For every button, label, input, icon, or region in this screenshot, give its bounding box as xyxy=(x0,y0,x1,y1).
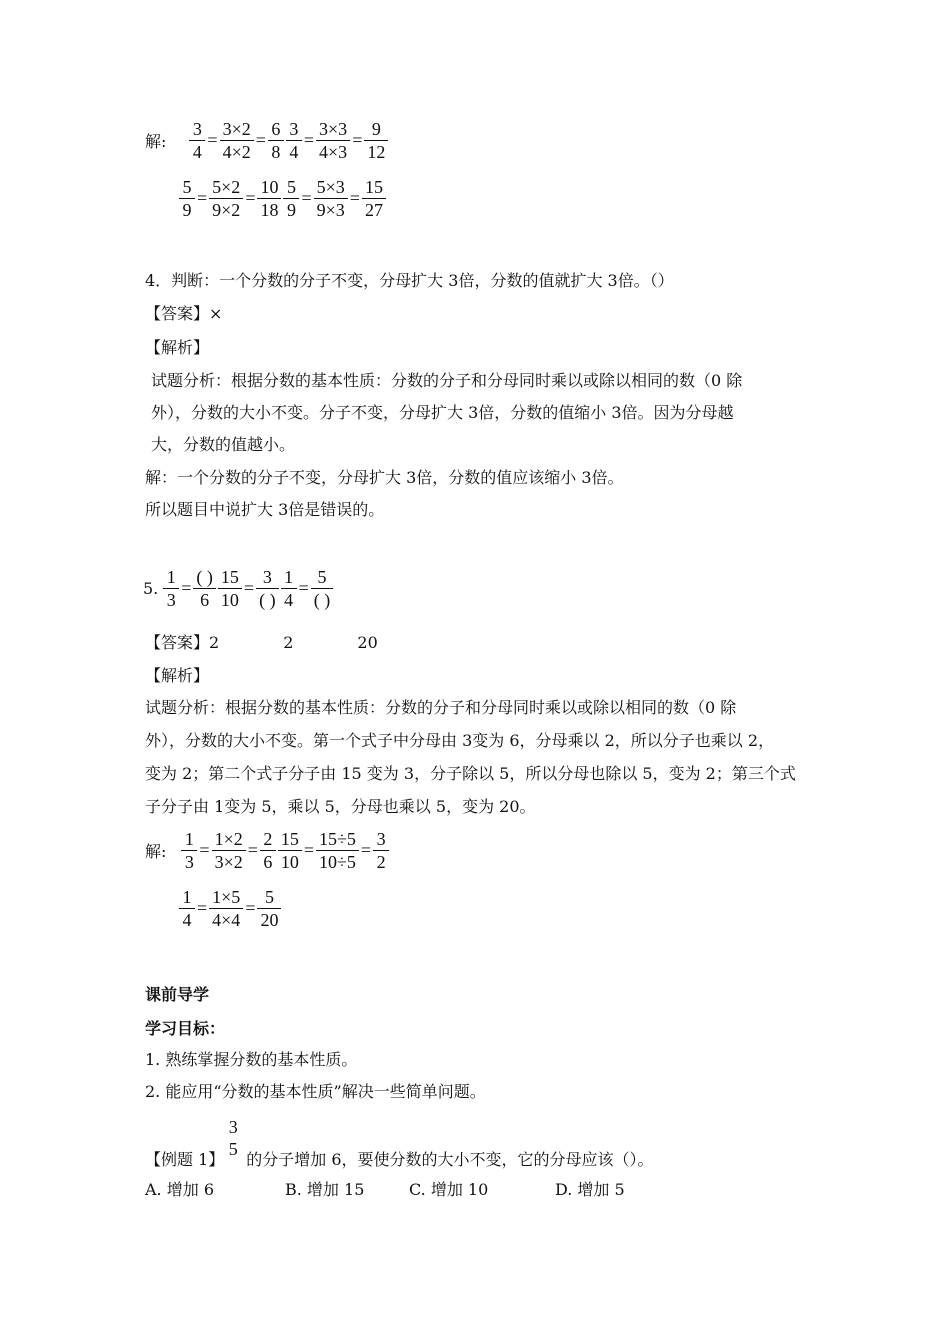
fraction xyxy=(189,118,205,163)
fraction xyxy=(278,828,302,873)
q5-solution-row-2 xyxy=(178,886,282,931)
fraction-numerator: 3 xyxy=(262,567,272,587)
equals-sign: = xyxy=(245,898,256,918)
fraction-denominator: 4 xyxy=(192,142,202,162)
fraction-denominator: 10 xyxy=(280,852,299,872)
equals-sign: = xyxy=(207,130,218,150)
fraction-numerator: 15 xyxy=(364,177,383,197)
q5-label: 5. xyxy=(143,579,159,598)
fraction-numerator: 2 xyxy=(263,829,273,849)
answer-label: 【答案】 xyxy=(145,633,210,652)
fraction-numerator: ( ) xyxy=(196,567,213,587)
fraction-denominator: 3 xyxy=(184,852,194,872)
fraction-denominator: 10 xyxy=(220,590,239,610)
goals-title: 学习目标： xyxy=(145,1019,226,1038)
fraction-numerator: 3×2 xyxy=(222,119,251,139)
fraction xyxy=(179,176,195,221)
fraction-denominator: 12 xyxy=(367,142,386,162)
fraction xyxy=(316,118,350,163)
example-fraction xyxy=(225,1116,241,1160)
answer-value-3: 20 xyxy=(357,633,378,652)
option-a: A. 增加 6 xyxy=(145,1180,214,1199)
fraction-denominator: 4 xyxy=(284,590,294,610)
fraction xyxy=(257,176,281,221)
fraction-denominator: 9×3 xyxy=(316,200,345,220)
equals-sign: = xyxy=(245,188,256,208)
fraction-numerator: 1 xyxy=(166,567,176,587)
fraction-numerator: 5×2 xyxy=(212,177,241,197)
fraction-numerator: 9 xyxy=(371,119,381,139)
fraction xyxy=(257,886,281,931)
fraction-denominator: ( ) xyxy=(259,590,276,610)
fraction xyxy=(260,828,276,873)
q5-question-row xyxy=(143,566,334,611)
fraction-denominator: 4×2 xyxy=(222,142,251,162)
option-d: D. 增加 5 xyxy=(555,1180,625,1199)
equation xyxy=(162,566,334,611)
fraction-numerator: 1 xyxy=(182,887,192,907)
fraction xyxy=(311,566,334,611)
fraction-denominator: 4 xyxy=(289,142,299,162)
solution-label: 解: xyxy=(145,132,167,151)
equation xyxy=(180,828,390,873)
q5-analysis-line-2: 外），分数的大小不变。第一个式子中分母由 3变为 6，分母乘以 2，所以分子也乘以 2， xyxy=(145,731,775,750)
options-row xyxy=(145,1180,625,1200)
fraction-numerator: 3×3 xyxy=(319,119,348,139)
fraction xyxy=(314,176,348,221)
fraction xyxy=(316,828,359,873)
q4-answer: 【答案】× xyxy=(145,304,223,323)
fraction xyxy=(373,828,389,873)
fraction-numerator: 15÷5 xyxy=(319,829,356,849)
q5-solution-row-1 xyxy=(145,828,390,873)
fraction-numerator: 3 xyxy=(289,119,299,139)
fraction-numerator: 1 xyxy=(284,567,294,587)
q3-solution-row-2 xyxy=(178,176,387,221)
example-row xyxy=(145,1113,654,1170)
equals-sign: = xyxy=(349,188,360,208)
q4-analysis-line-1: 试题分析：根据分数的基本性质：分数的分子和分母同时乘以或除以相同的数（0 除 xyxy=(151,371,743,390)
equals-sign: = xyxy=(360,840,372,860)
fraction-denominator: 9 xyxy=(286,200,296,220)
fraction-denominator: ( ) xyxy=(313,590,331,610)
equals-sign: = xyxy=(199,840,210,860)
fraction xyxy=(256,566,279,611)
equals-sign: = xyxy=(181,578,192,598)
fraction-denominator: 4×4 xyxy=(212,910,241,930)
fraction xyxy=(163,566,179,611)
fraction-numerator: 1 xyxy=(184,829,194,849)
equation xyxy=(178,176,387,221)
q4-question: 4．判断：一个分数的分子不变，分母扩大 3倍，分数的值就扩大 3倍。（） xyxy=(145,271,674,290)
q3-solution-row-1 xyxy=(145,118,389,163)
fraction-numerator: 5 xyxy=(182,177,192,197)
fraction xyxy=(268,118,284,163)
fraction xyxy=(209,176,243,221)
solution-label: 解: xyxy=(145,842,167,861)
answer-value-1: 2 xyxy=(209,633,220,652)
q4-analysis-line-2: 外），分数的大小不变。分子不变，分母扩大 3倍，分数的值缩小 3倍。因为分母越 xyxy=(151,403,734,422)
equals-sign: = xyxy=(303,130,315,150)
fraction-numerator: 5 xyxy=(286,177,296,197)
q4-analysis-title: 【解析】 xyxy=(145,338,210,357)
fraction-numerator: 3 xyxy=(376,829,386,849)
fraction-denominator: 6 xyxy=(263,852,273,872)
fraction xyxy=(218,566,242,611)
q5-analysis-line-1: 试题分析：根据分数的基本性质：分数的分子和分母同时乘以或除以相同的数（0 除 xyxy=(145,698,737,717)
fraction-denominator: 6 xyxy=(200,590,210,610)
fraction xyxy=(212,828,246,873)
equals-sign: = xyxy=(197,898,208,918)
q5-analysis-line-3: 变为 2；第二个式子分子由 15 变为 3，分子除以 5，所以分母也除以 5，变为 2；第三个式 xyxy=(145,764,796,783)
fraction-denominator: 20 xyxy=(260,910,279,930)
goal-item-1: 1. 熟练掌握分数的基本性质。 xyxy=(145,1050,358,1069)
q5-analysis-title: 【解析】 xyxy=(145,666,210,685)
fraction-numerator: 1×2 xyxy=(214,829,243,849)
equals-sign: = xyxy=(255,130,266,150)
fraction-denominator: 5 xyxy=(228,1138,238,1159)
fraction-numerator: 5 xyxy=(264,887,274,907)
example-label: 【例题 1】 xyxy=(145,1150,225,1169)
goal-item-2: 2. 能应用“分数的基本性质”解决一些简单问题。 xyxy=(145,1082,486,1101)
fraction xyxy=(181,828,197,873)
answer-value-2: 2 xyxy=(283,633,294,652)
fraction-numerator: 15 xyxy=(280,829,299,849)
equation xyxy=(178,886,282,931)
equals-sign: = xyxy=(301,188,312,208)
fraction-denominator: 9 xyxy=(182,200,192,220)
fraction-denominator: 9×2 xyxy=(212,200,241,220)
equals-sign: = xyxy=(352,130,363,150)
example-text: 的分子增加 6，要使分数的大小不变，它的分母应该（）。 xyxy=(246,1150,654,1169)
fraction xyxy=(281,566,297,611)
fraction-numerator: 1×5 xyxy=(212,887,241,907)
fraction xyxy=(220,118,254,163)
fraction-denominator: 4 xyxy=(182,910,192,930)
equals-sign: = xyxy=(247,840,258,860)
equals-sign: = xyxy=(303,840,315,860)
section-title: 课前导学 xyxy=(145,985,210,1004)
fraction-numerator: 3 xyxy=(228,1116,238,1137)
fraction-numerator: 15 xyxy=(220,567,239,587)
equals-sign: = xyxy=(298,578,309,598)
equals-sign: = xyxy=(243,578,255,598)
option-c: C. 增加 10 xyxy=(409,1180,489,1199)
fraction-denominator: 18 xyxy=(260,200,279,220)
fraction xyxy=(364,118,388,163)
fraction xyxy=(286,118,302,163)
fraction-numerator: 6 xyxy=(271,119,281,139)
fraction-denominator: 2 xyxy=(376,852,386,872)
fraction-numerator: 5×3 xyxy=(316,177,345,197)
equals-sign: = xyxy=(197,188,208,208)
fraction-denominator: 8 xyxy=(271,142,281,162)
q5-answer xyxy=(145,633,378,653)
fraction-denominator: 3×2 xyxy=(214,852,243,872)
fraction xyxy=(209,886,243,931)
fraction xyxy=(179,886,195,931)
option-b: B. 增加 15 xyxy=(285,1180,365,1199)
fraction-numerator: 3 xyxy=(192,119,202,139)
fraction xyxy=(283,176,299,221)
fraction-denominator: 10÷5 xyxy=(319,852,356,872)
fraction-denominator: 27 xyxy=(364,200,383,220)
q5-analysis-line-4: 子分子由 1变为 5，乘以 5，分母也乘以 5，变为 20。 xyxy=(145,797,536,816)
fraction-numerator: 10 xyxy=(260,177,279,197)
equation xyxy=(188,118,389,163)
q4-conclusion: 所以题目中说扩大 3倍是错误的。 xyxy=(145,500,385,519)
fraction xyxy=(193,566,216,611)
q4-solution: 解：一个分数的分子不变，分母扩大 3倍，分数的值应该缩小 3倍。 xyxy=(145,468,624,487)
fraction-denominator: 3 xyxy=(166,590,176,610)
fraction xyxy=(362,176,386,221)
fraction-denominator: 4×3 xyxy=(319,142,348,162)
q4-analysis-line-3: 大，分数的值越小。 xyxy=(151,435,296,454)
fraction-numerator: 5 xyxy=(317,567,327,587)
